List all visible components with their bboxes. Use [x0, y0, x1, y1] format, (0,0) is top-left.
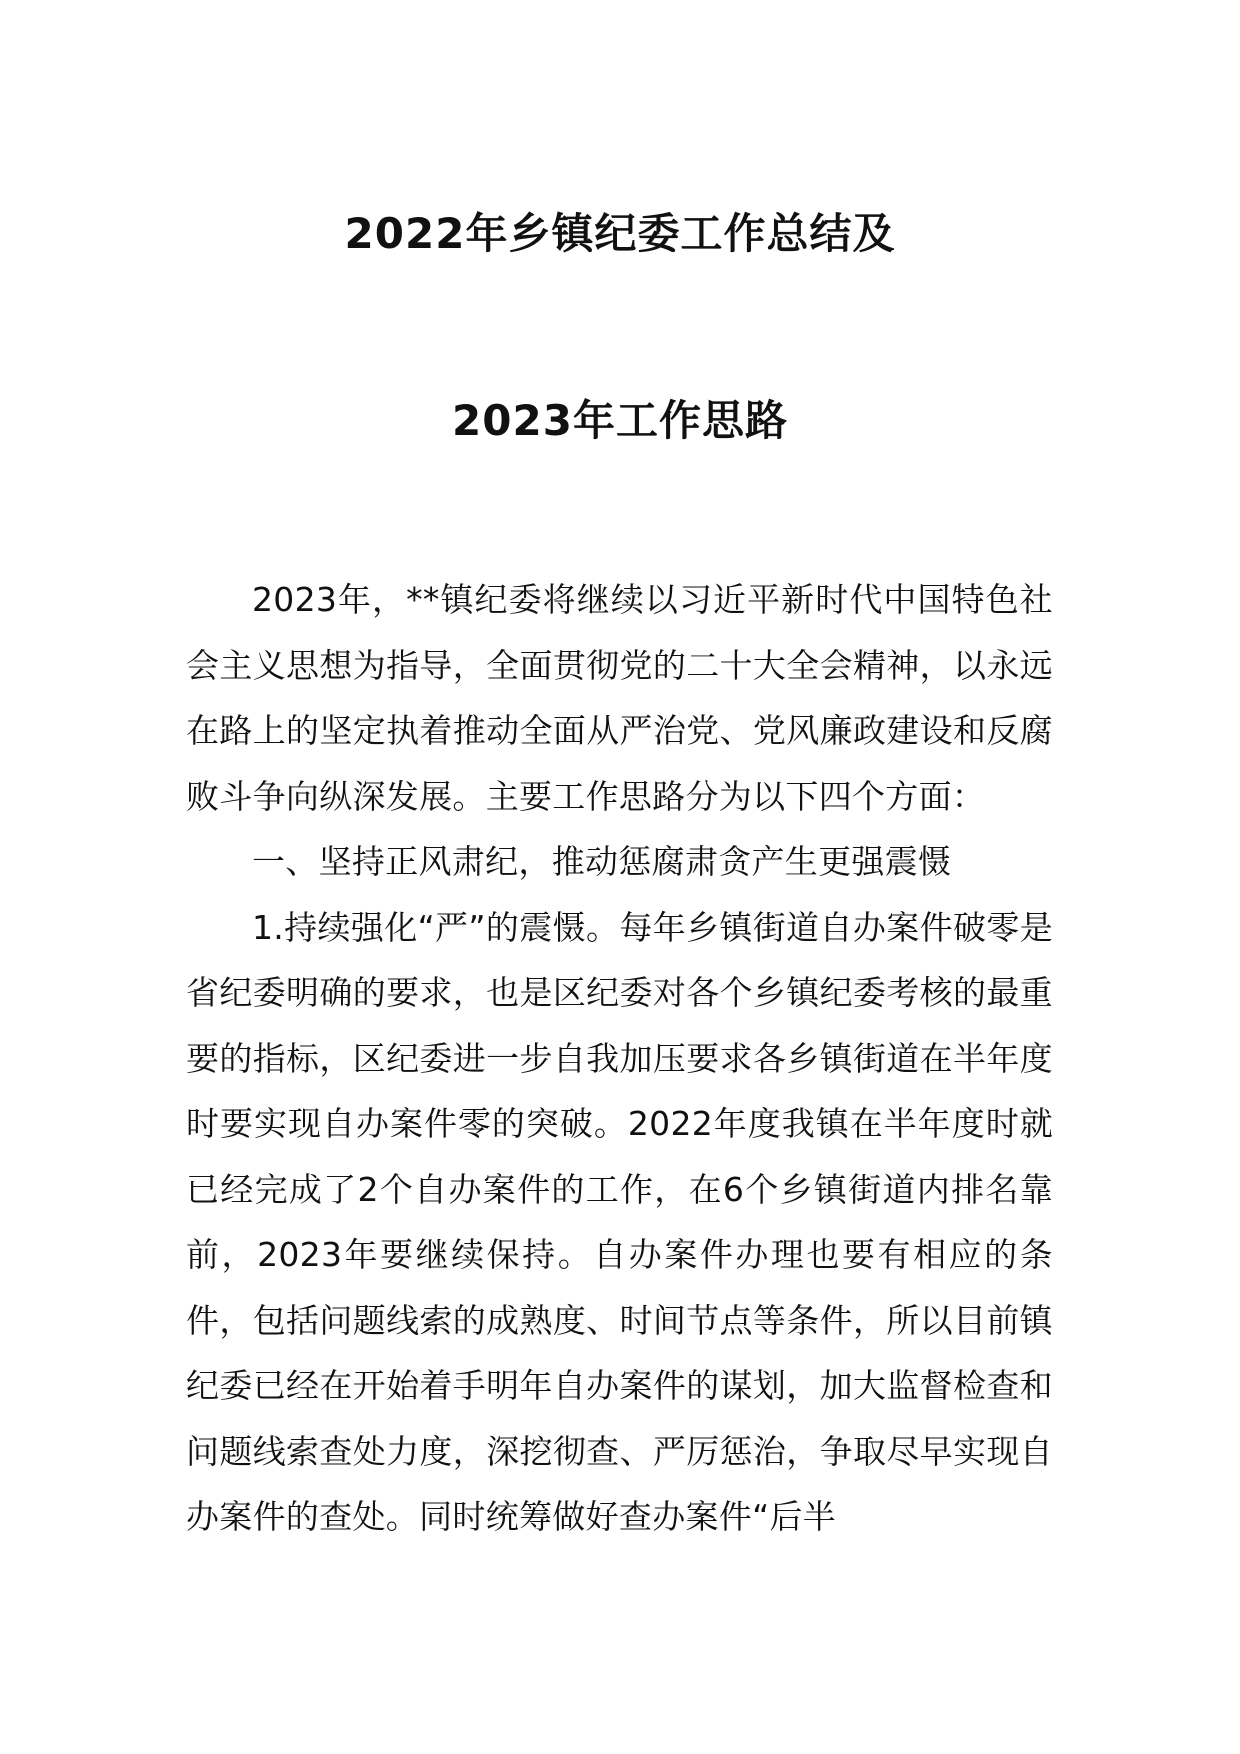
document-title-line-2: 2023年工作思路 [452, 396, 788, 445]
body-paragraph: 1.持续强化“严”的震慑。每年乡镇街道自办案件破零是省纪委明确的要求，也是区纪委对各个乡镇纪委考核的最重要的指标，区纪委进一步自我加压要求各乡镇街道在半年度时要实现自办案件零的突破。2022年度我镇在半年度时就已经完成了2个自办案件的工作，在6个乡镇街道内排名靠前，2023年要继续保持。自办案件办理也要有相应的条件，包括问题线索的成熟度、时间节点等条件，所以目前镇纪委已经在开始着手明年自办案件的谋划，加大监督检查和问题线索查处力度，深挖彻查、严厉惩治，争取尽早实现自办案件的查处。同时统筹做好查办案件“后半 [186, 907, 1053, 1536]
section-heading: 一、坚持正风肃纪，推动惩腐肃贪产生更强震慑 [252, 842, 952, 881]
document-body [186, 567, 1053, 1550]
intro-paragraph: 2023年，**镇纪委将继续以习近平新时代中国特色社会主义思想为指导，全面贯彻党的二十大全会精神，以永远在路上的坚定执着推动全面从严治党、党风廉政建设和反腐败斗争向纵深发展。主要工作思路分为以下四个方面： [186, 580, 1053, 816]
document-title-line-1: 2022年乡镇纪委工作总结及 [344, 209, 896, 258]
